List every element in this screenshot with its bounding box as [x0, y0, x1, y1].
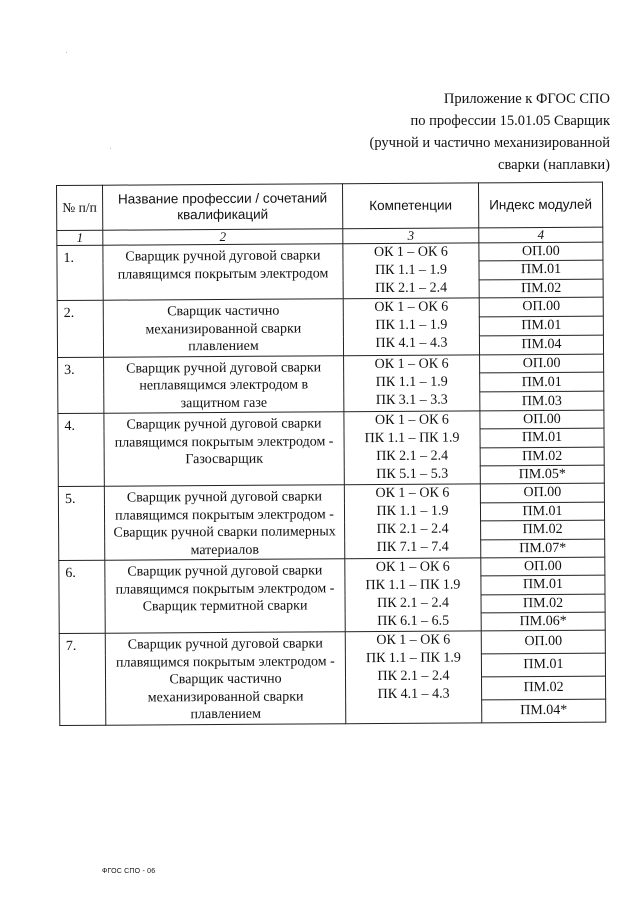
module-index: ПМ.02	[481, 520, 605, 539]
competencies-cell	[344, 484, 480, 559]
appendix-header	[330, 88, 610, 176]
table-row	[59, 630, 605, 656]
competency-item: ПК 1.1 – 1.9	[375, 374, 448, 390]
competency-item: ПК 1.1 – 1.9	[374, 262, 448, 279]
module-index: ПМ.01	[481, 575, 605, 594]
competency-item: ОК 1 – ОК 6	[376, 632, 451, 649]
module-index: ПМ.02	[481, 594, 605, 613]
appendix-line: по профессии 15.01.05 Сварщик	[410, 113, 610, 129]
module-index: ПМ.01	[480, 428, 604, 447]
competency-item: ПК 2.1 – 2.4	[377, 595, 450, 612]
module-index: ПМ.01	[480, 502, 604, 521]
module-index: ОП.00	[480, 483, 604, 502]
row-number: 7.	[59, 633, 106, 725]
header-number: № п/п	[57, 185, 103, 230]
row-number: 2.	[57, 300, 103, 357]
competency-item: ПК 1.1 – ПК 1.9	[365, 650, 461, 667]
module-index: ПМ.03	[480, 391, 604, 411]
competency-item: ПК 2.1 – 2.4	[375, 280, 448, 297]
column-number: 2	[103, 229, 343, 245]
profession-name: Сварщик ручной дуговой сварки плавящимся покрытым электродом - Сварщик ручной сварки полимерных материалов	[104, 485, 344, 560]
competencies-cell	[345, 631, 482, 723]
module-index: ПМ.01	[479, 260, 603, 279]
profession-name: Сварщик ручной дуговой сварки неплавящимся электродом в защитном газе	[104, 355, 344, 413]
module-index: ПМ.02	[479, 279, 603, 298]
module-index: ПМ.02	[480, 447, 604, 466]
module-index: ОП.00	[480, 354, 604, 374]
module-index: ПМ.04*	[482, 699, 606, 723]
competencies-cell	[343, 243, 479, 299]
appendix-line: (ручной и частично механизированной	[369, 135, 610, 151]
header-module-index: Индекс модулей	[478, 182, 602, 228]
module-index: ОП.00	[480, 410, 604, 429]
footer-label: ФГОС СПО - 06	[102, 868, 156, 875]
competency-item: ПК 3.1 – 3.3	[375, 392, 448, 408]
module-index: ОП.00	[479, 242, 603, 261]
competency-item: ПК 4.1 – 4.3	[377, 686, 450, 703]
module-index: ПМ.07*	[481, 539, 605, 558]
competency-item: ПК 1.1 – ПК 1.9	[364, 430, 460, 447]
module-index: ПМ.01	[481, 653, 605, 677]
competencies-cell	[345, 558, 481, 632]
competency-item: ПК 2.1 – 2.4	[376, 521, 449, 538]
scan-speck	[110, 148, 111, 149]
header-profession-name: Название профессии / сочетаний квалификаций	[103, 184, 343, 230]
profession-name: Сварщик ручной дуговой сварки плавящимся покрытым электродом - Сварщик частично механизированной сварки плавлением	[105, 632, 346, 725]
competency-item: ОК 1 – ОК 6	[374, 356, 449, 372]
row-number: 6.	[59, 560, 105, 633]
competency-item: ПК 7.1 – 7.4	[376, 539, 449, 556]
competency-item: ОК 1 – ОК 6	[375, 485, 450, 502]
competency-item: ОК 1 – ОК 6	[374, 299, 449, 316]
row-number: 4.	[58, 413, 104, 486]
appendix-line: Приложение к ФГОС СПО	[443, 91, 610, 107]
profession-name: Сварщик ручной дуговой сварки плавящимся покрытым электродом - Газосварщик	[104, 412, 344, 486]
competency-item: ПК 6.1 – 6.5	[377, 613, 450, 630]
appendix-line: сварки (наплавки)	[498, 157, 610, 173]
competencies-cell	[343, 298, 479, 355]
column-number: 4	[479, 227, 603, 243]
profession-name: Сварщик частично механизированной сварки плавлением	[103, 299, 343, 357]
module-index: ОП.00	[481, 630, 605, 654]
row-number: 1.	[57, 245, 103, 300]
module-index: ПМ.06*	[481, 612, 605, 631]
table-body	[57, 242, 606, 725]
table-header-row	[57, 182, 603, 230]
qualifications-table	[56, 182, 606, 726]
competency-item: ОК 1 – ОК 6	[374, 412, 449, 429]
module-index: ПМ.02	[482, 676, 606, 700]
profession-name: Сварщик ручной дуговой сварки плавящимся покрытым электродом - Сварщик термитной сварки	[105, 559, 345, 633]
competency-item: ОК 1 – ОК 6	[375, 559, 450, 576]
competency-item: ПК 2.1 – 2.4	[377, 668, 450, 685]
module-index: ПМ.01	[479, 316, 603, 336]
competency-item: ОК 1 – ОК 6	[373, 244, 448, 261]
qualifications-table-wrapper	[56, 182, 605, 726]
competency-item: ПК 1.1 – 1.9	[375, 317, 448, 334]
competencies-cell	[344, 411, 480, 485]
profession-name: Сварщик ручной дуговой сварки плавящимся покрытым электродом	[103, 244, 343, 300]
header-competencies: Компетенции	[342, 183, 478, 229]
column-number: 3	[343, 228, 479, 244]
competency-item: ПК 1.1 – 1.9	[376, 503, 449, 520]
module-index: ПМ.01	[480, 372, 604, 392]
module-index: ПМ.05*	[480, 465, 604, 484]
competency-item: ПК 4.1 – 4.3	[375, 335, 448, 352]
competency-item: ПК 1.1 – ПК 1.9	[365, 577, 461, 594]
module-index: ОП.00	[481, 557, 605, 576]
row-number: 5.	[58, 486, 104, 560]
competency-item: ПК 5.1 – 5.3	[376, 466, 449, 483]
module-index: ОП.00	[479, 297, 603, 317]
row-number: 3.	[58, 357, 104, 414]
module-index: ПМ.04	[479, 335, 603, 355]
competency-item: ПК 2.1 – 2.4	[376, 448, 449, 465]
scan-speck	[66, 52, 67, 53]
column-number: 1	[57, 230, 103, 245]
competencies-cell	[344, 354, 480, 411]
